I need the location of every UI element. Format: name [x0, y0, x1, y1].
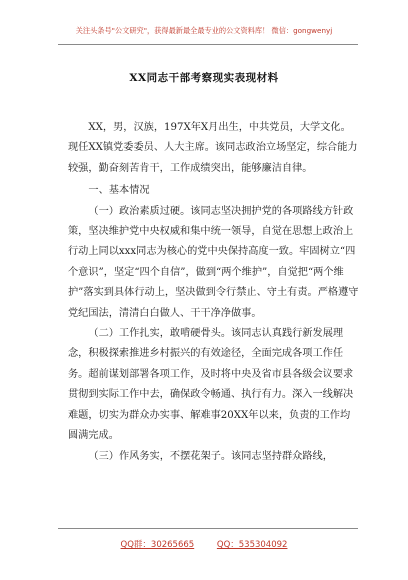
item-practical-style: （三）作风务实，不摆花架子。该同志坚持群众路线，: [88, 450, 333, 462]
footer-qq-group[interactable]: QQ群：30265665: [120, 540, 195, 550]
document-title: XX同志干部考察现实表现材料: [129, 72, 279, 84]
header-note: 关注头条号"公文研究"，获得最新最全最专业的公文资料库！ 微信：gongwenyj: [75, 26, 333, 35]
header-divider: [58, 44, 358, 45]
footer: [0, 538, 408, 550]
document-body: [68, 118, 360, 467]
item-work-solid: （二）工作扎实，敢啃硬骨头。该同志认真践行新发展理念，积极探索推进乡村振兴的有效途径，全面完成各项工作任务。超前谋划部署各项工作，及时将中央及省市县各级会议要求贯彻到实际工作中去，确保政令畅通、执行有力。深入一线解决难题，切实为群众办实事、解难事20XX年以来，负责的工作均圆满完成。: [68, 328, 354, 442]
item-political-quality: （一）政治素质过硬。该同志坚决拥护党的各项路线方针政策，坚决维护党中央权威和集中统一领导，自觉在思想上政治上行动上同以xxx同志为核心的党中央保持高度一致。牢固树立“四个意识”，坚定“四个自信”，做到“两个维护”，自觉把“两个维护”落实到具体行动上，坚决做到令行禁止、守土有责。严格遵守党纪国法，清清白白做人、干干净净做事。: [68, 205, 359, 319]
footer-divider: [58, 528, 358, 529]
section-heading: 一、基本情况: [88, 185, 150, 197]
intro-paragraph: XX，男，汉族，197X年X月出生，中共党员，大学文化。现任XX镇党委委员、人大主席。该同志政治立场坚定，综合能力较强，勤奋刻苦肯干，工作成绩突出，能够廉洁自律。: [68, 122, 358, 174]
footer-qq[interactable]: QQ：535304092: [216, 540, 288, 550]
